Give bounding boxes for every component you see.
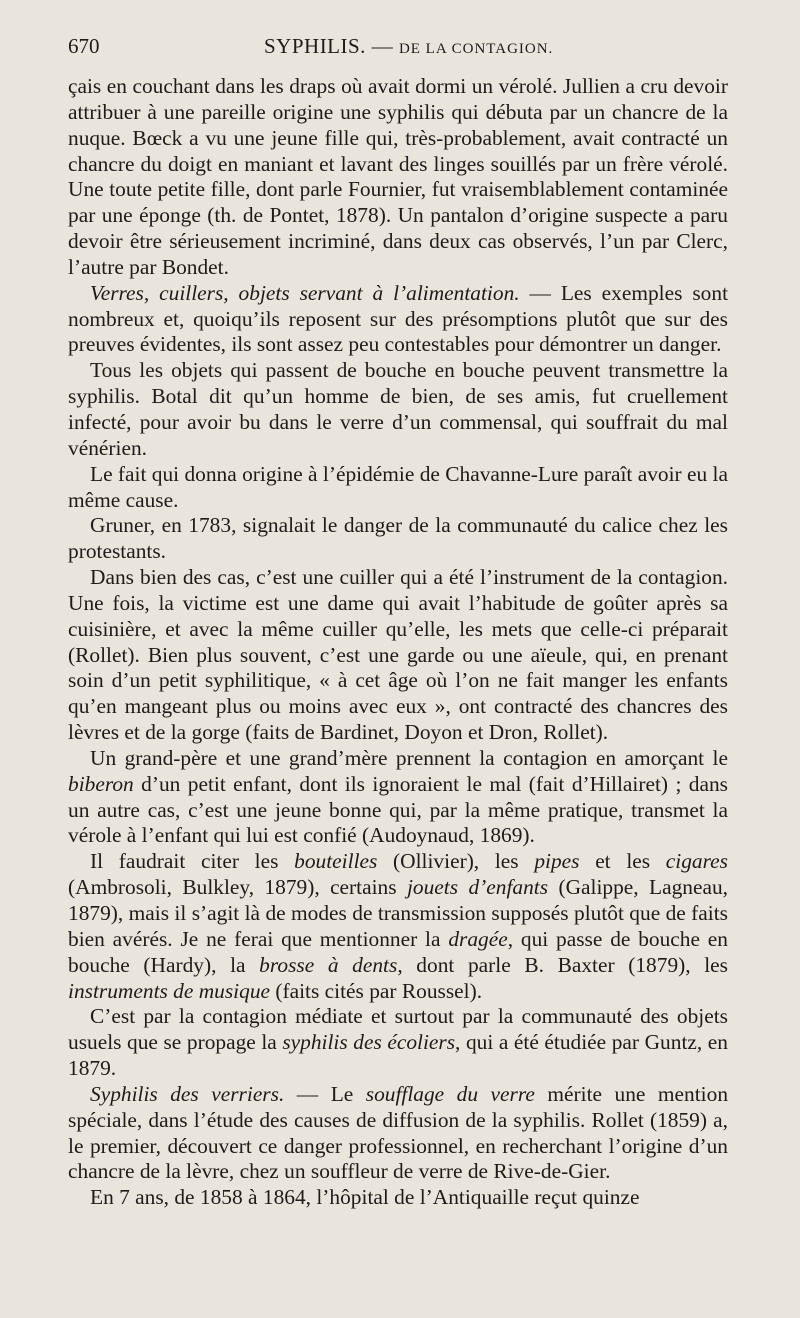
paragraph-8-text-a: Il faudrait citer les xyxy=(90,849,295,874)
italic-biberon: biberon xyxy=(68,771,134,796)
paragraph-2 xyxy=(68,281,728,359)
paragraph-11: En 7 ans, de 1858 à 1864, l’hôpital de l’Antiquaille reçut quinze xyxy=(90,1185,640,1210)
paragraph-7 xyxy=(68,746,728,849)
paragraph-10 xyxy=(68,1082,728,1185)
paragraph-9-text-a: C’est par la contagion médiate et surtout par la communauté des objets usuels que se propage la xyxy=(68,1004,728,1055)
italic-cigares: cigares xyxy=(665,849,728,874)
paragraph-8-text-d: (Ambrosoli, Bulkley, 1879), certains xyxy=(68,875,407,900)
body-text xyxy=(68,74,728,1211)
italic-instruments: instruments de musique xyxy=(68,978,271,1003)
paragraph-2-text: — Les exemples sont nombreux et, quoiqu’ils reposent sur des présomptions plutôt que sur des preuves évidentes, ils sont assez peu contestables pour démontrer un danger. xyxy=(68,280,729,357)
running-title-dash: — xyxy=(365,34,399,58)
running-title xyxy=(264,34,553,59)
paragraph-10-text-a: — Le xyxy=(284,1081,366,1106)
italic-bouteilles: bouteilles xyxy=(294,849,378,874)
paragraph-5: Gruner, en 1783, signalait le danger de la communauté du calice chez les protestants. xyxy=(68,513,728,564)
paragraph-3: Tous les objets qui passent de bouche en bouche peuvent transmettre la syphilis. Botal dit qu’un homme de bien, de ses amis, fut cruellement infecté, pour avoir bu dans le verre d’un commensal, qui souffrait du mal vénérien. xyxy=(68,358,728,460)
paragraph-8-text-b: (Ollivier), les xyxy=(377,849,535,874)
paragraph-8-text-c: et les xyxy=(579,849,666,874)
italic-syphilis-ecoliers: syphilis des écoliers xyxy=(282,1030,456,1055)
italic-brosse: brosse à dents xyxy=(259,952,398,977)
paragraph-8-text-e: (Galippe, Lagneau, 1879), mais il s’agit là de modes de transmission supposés plutôt que de faits bien avérés. Je ne ferai que mentionner la xyxy=(68,875,728,951)
section-heading-verres: Verres, cuillers, objets servant à l’alimentation. xyxy=(90,280,520,305)
paragraph-4: Le fait qui donna origine à l’épidémie de Chavanne-Lure paraît avoir eu la même cause. xyxy=(68,461,728,512)
paragraph-6: Dans bien des cas, c’est une cuiller qui a été l’instrument de la contagion. Une fois, la victime est une dame qui avait l’habitude de goûter après sa cuisinière, et avec la même cuiller qu’elle, les mets que celle-ci préparait (Rollet). Bien plus souvent, c’est une garde ou une aïeule, qui, en prenant soin d’un petit syphilitique, « à cet âge où l’on ne fait manger les enfants qu’en mangeant plus ou moins avec eux », ont contracté des chancres des lèvres et de la gorge (faits de Bardinet, Doyon et Dron, Rollet). xyxy=(68,565,728,745)
paragraph-7-text-b: d’un petit enfant, dont ils ignoraient le mal (fait d’Hillairet) ; dans un autre cas, c’est une jeune bonne qui, par la même pratique, transmet la vérole à l’enfant qui lui est confié (Audoynaud, 1869). xyxy=(68,771,728,848)
section-heading-verriers: Syphilis des verriers. xyxy=(90,1081,285,1106)
paragraph-8-text-g: , dont parle B. Baxter (1879), les xyxy=(397,952,728,977)
paragraph-9 xyxy=(68,1004,728,1082)
paragraph-9-text-b: , qui a été étudiée par Guntz, en 1879. xyxy=(68,1030,728,1081)
paragraph-1: çais en couchant dans les draps où avait dormi un vérolé. Jullien a cru devoir attribuer à une pareille origine une syphilis qui débuta par un chancre de la nuque. Bœck a vu une jeune fille qui, très-probablement, avait contracté un chancre du doigt en maniant et lavant des linges souillés par un frère vérolé. Une toute petite fille, dont parle Fournier, fut vraisemblablement contaminée par une éponge (th. de Pontet, 1878). Un pantalon d’origine suspecte a paru devoir être sérieusement incriminé, dans deux cas observés, l’un par Clerc, l’autre par Bondet. xyxy=(68,74,728,279)
italic-dragee: dragée xyxy=(448,926,508,951)
paragraph-8 xyxy=(68,849,728,1004)
italic-pipes: pipes xyxy=(534,849,580,874)
running-title-section: DE LA CONTAGION. xyxy=(398,41,554,57)
page-number: 670 xyxy=(68,34,100,58)
paragraph-8-text-f: , qui passe de bouche en bouche (Hardy), la xyxy=(68,926,728,977)
paragraph-7-text-a: Un grand-père et une grand’mère prennent la contagion en amorçant le xyxy=(90,745,728,770)
italic-jouets: jouets d’enfants xyxy=(406,875,549,900)
paragraph-8-text-h: (faits cités par Roussel). xyxy=(270,978,483,1003)
running-title-main: SYPHILIS. xyxy=(264,34,366,58)
running-header xyxy=(68,34,728,74)
italic-soufflage: soufflage du verre xyxy=(365,1081,535,1106)
paragraph-10-text-b: mérite une mention spéciale, dans l’étude des causes de diffusion de la syphilis. Rollet (1859) a, le premier, découvert ce danger professionnel, en recherchant l’origine d’un chancre de la lèvre, chez un souffleur de verre de Rive-de-Gier. xyxy=(68,1081,729,1184)
